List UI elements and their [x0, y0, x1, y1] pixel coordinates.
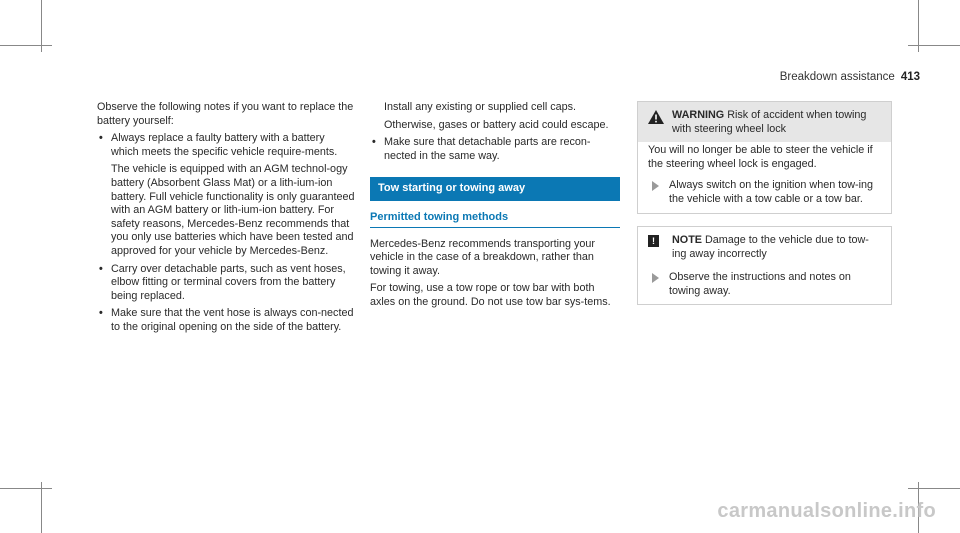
bullet-icon: •: [99, 262, 103, 275]
warning-label: WARNING: [672, 109, 725, 121]
note-icon: [648, 235, 664, 247]
note-label: NOTE: [672, 234, 702, 246]
list-item: [97, 132, 355, 159]
crop-mark: [41, 0, 42, 52]
action-step: [648, 271, 881, 298]
towing-text: For towing, use a tow rope or tow bar with both axles on the ground. Do not use tow bar sys-tems.: [370, 282, 611, 308]
list-item: [97, 263, 355, 304]
step-text: Observe the instructions and notes on towing away.: [669, 271, 851, 297]
running-header: [780, 71, 920, 83]
bullet-icon: •: [372, 136, 376, 149]
section-name: Breakdown assistance: [779, 71, 895, 83]
section-heading: Tow starting or towing away: [370, 177, 620, 201]
watermark: carmanualsonline.info: [717, 500, 936, 522]
exclamation-icon: !: [648, 235, 659, 247]
cell-caps-text: Install any existing or supplied cell caps.: [384, 101, 577, 113]
list-item: [97, 307, 355, 334]
arrow-right-icon: [652, 273, 659, 283]
crop-mark: [0, 488, 52, 489]
note-header: [638, 227, 891, 267]
gases-text: Otherwise, gases or battery acid could escape.: [384, 118, 609, 131]
note-body: [638, 267, 891, 304]
warning-text: You will no longer be able to steer the vehicle if the steering wheel lock is engaged.: [648, 144, 873, 170]
bullet-text: Make sure that the vent hose is always con-nected to the original opening on the side of the battery.: [111, 307, 354, 333]
bullet-icon: •: [99, 307, 103, 320]
bullet-text: Always replace a faulty battery with a battery which meets the specific vehicle require-ments.: [111, 132, 338, 158]
bullet-icon: •: [99, 132, 103, 145]
subsection-heading: Permitted towing methods: [370, 211, 620, 228]
crop-mark: [0, 45, 52, 46]
step-text: Always switch on the ignition when tow-ing the vehicle with a tow cable or a tow bar.: [669, 179, 874, 205]
bullet-text: Make sure that detachable parts are recon-nected in the same way.: [384, 136, 591, 162]
action-step: [648, 179, 881, 206]
column-left: [97, 101, 355, 339]
warning-body: [638, 142, 891, 212]
crop-mark: [918, 0, 919, 52]
note-title: Damage to the vehicle due to tow-ing away incorrectly: [672, 234, 869, 260]
intro-text: Observe the following notes if you want to replace the battery yourself:: [97, 101, 354, 127]
crop-mark: [908, 45, 960, 46]
page-number: 413: [900, 71, 920, 83]
list-item: [370, 136, 620, 163]
warning-header: [638, 102, 891, 142]
recommend-text: Mercedes-Benz recommends transporting your vehicle in the case of a breakdown, rather than towing it away.: [370, 237, 596, 277]
column-middle: [370, 101, 620, 314]
note-box: [637, 226, 892, 305]
bullet-text: Carry over detachable parts, such as vent hoses, elbow fitting or terminal covers from the battery being replaced.: [111, 262, 346, 302]
crop-mark: [908, 488, 960, 489]
warning-box: [637, 101, 892, 214]
bullet-subtext: The vehicle is equipped with an AGM technol-ogy battery (Absorbent Glass Mat) or a lith-ium-ion battery. Full vehicle functionality is only guaranteed with an AGM battery or lith-ium-ion battery. For safety reasons, Mercedes-Benz recommends that you only use batteries which have been tested and approved for your vehicle by Mercedes-Benz.: [111, 163, 355, 257]
warning-triangle-icon: [648, 110, 664, 124]
crop-mark: [41, 482, 42, 533]
warning-title: Risk of accident when towing with steering wheel lock: [672, 109, 867, 135]
arrow-right-icon: [652, 181, 659, 191]
